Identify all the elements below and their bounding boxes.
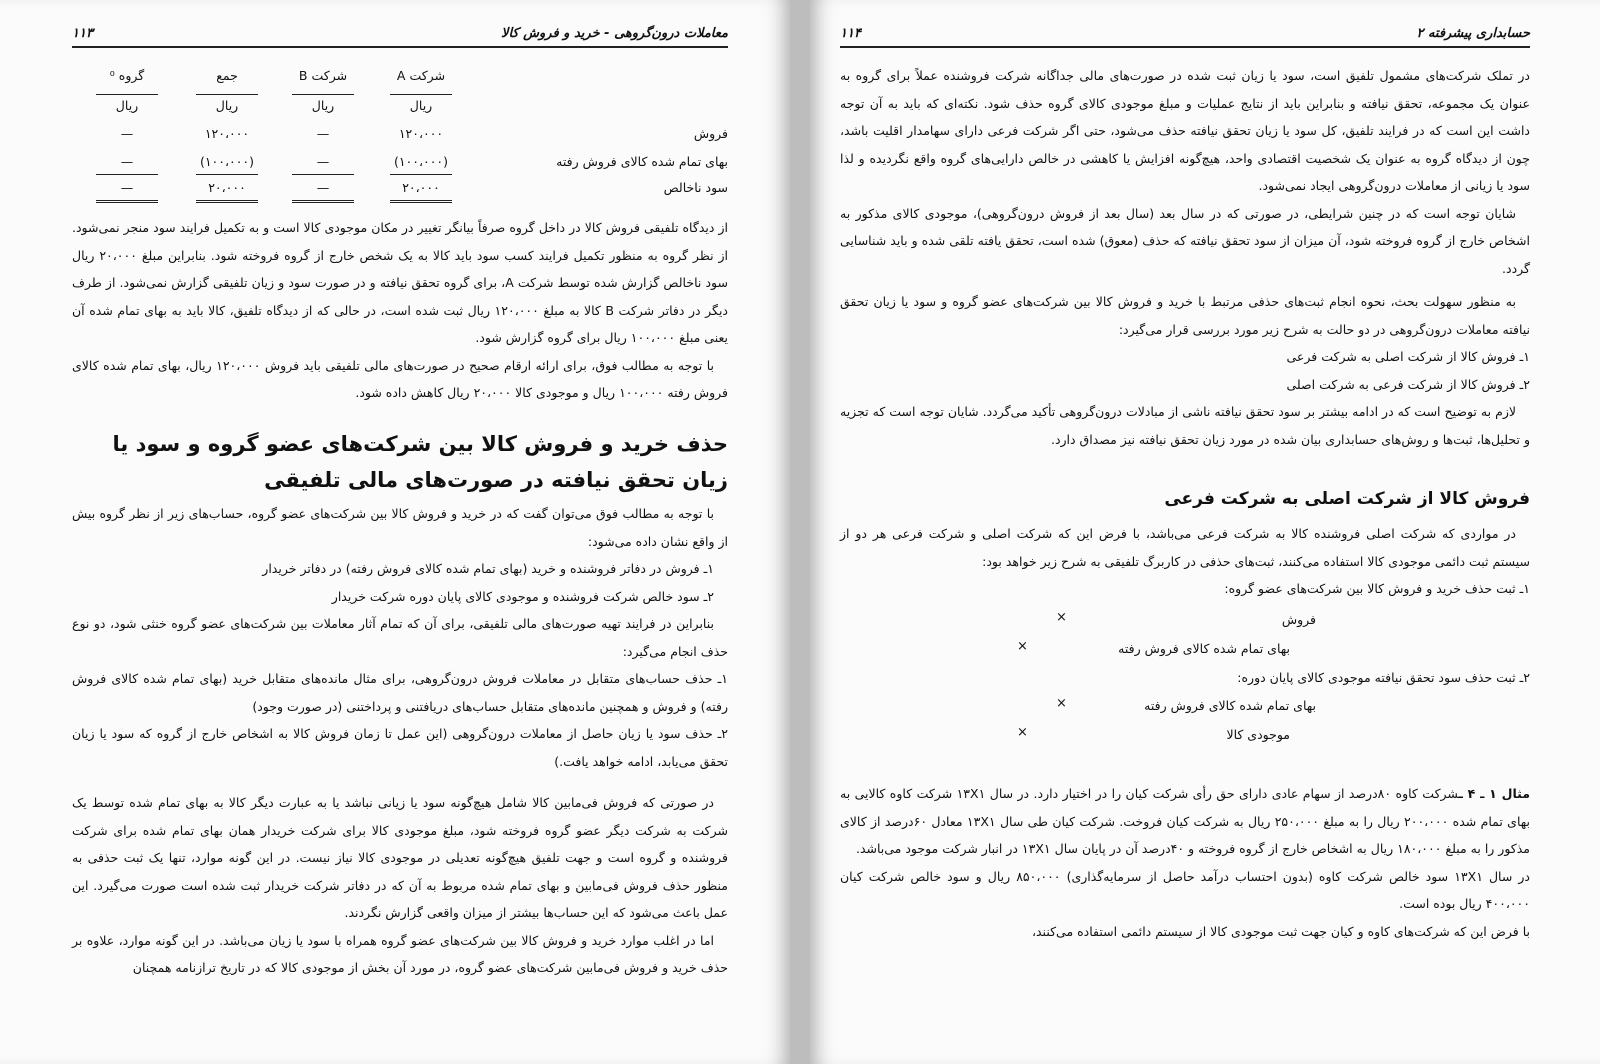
- table-col-header: شرکت A: [396, 68, 446, 83]
- list-item: ۱ـ فروش در دفاتر فروشنده و خرید (بهای تمام شده کالای فروش رفته) در دفاتر خریدار: [262, 561, 714, 576]
- right-page: [810, 0, 1600, 1064]
- example-text: شرکت کاوه ۸۰درصد از سهام عادی دارای حق رأی شرکت کیان را در اختیار دارد. در سال ۱۳X۱ شرکت کاوه کالایی به بهای تمام شده ۲۰۰،۰۰۰ ریال را به مبلغ ۲۵۰،۰۰۰ ریال به شرکت کیان فروخت. شرکت کیان طی سال ۱۳X۱ معادل ۶۰درصد از کالای مذکور را به مبلغ ۱۸۰،۰۰۰ ریال به اشخاص خارج از گروه فروخته و ۴۰درصد آن در پایان سال ۱۳X۱ در انبار شرکت موجود می‌باشد.: [840, 786, 1530, 856]
- journal-credit-account: موجودی کالا: [1226, 727, 1290, 742]
- left-section-heading: [60, 426, 728, 498]
- table-unit: ریال: [115, 98, 139, 113]
- table-cell: —: [316, 126, 330, 141]
- book-gutter: [790, 0, 810, 1064]
- right-entry2: [840, 664, 1530, 692]
- table-rule: [390, 94, 452, 95]
- journal-entry-title: ۲ـ ثبت حذف سود تحقق نیافته موجودی کالای پایان دوره:: [1237, 670, 1530, 685]
- right-page-number: ۱۱۴: [840, 26, 861, 41]
- paragraph: با توجه به مطالب فوق، برای ارائه ارقام صحیح در صورت‌های مالی تلفیقی باید فروش ۱۲۰،۰۰۰ ریال، بهای تمام شده کالای فروش رفته ۱۰۰،۰۰۰ ریال و موجودی کالا ۲۰،۰۰۰ ریال کاهش داده شود.: [72, 357, 728, 400]
- table-cell: ۱۲۰،۰۰۰: [398, 126, 444, 141]
- paragraph: با توجه به مطالب فوق می‌توان گفت که در خرید و فروش کالا بین شرکت‌های عضو گروه، حساب‌های زیر از نظر گروه بیش از واقع نشان داده می‌شود:: [72, 506, 728, 549]
- table-col-header: گروه ⁰: [109, 68, 145, 83]
- left-page-number: ۱۱۳: [72, 26, 93, 41]
- right-header-title: حسابداری پیشرفته ۲: [1416, 26, 1530, 41]
- left-body-top: [72, 214, 728, 407]
- paragraph: در صورتی که فروش فی‌مابین کالا شامل هیچ‌گونه سود یا زیانی نباشد یا به عبارت دیگر کالا به بهای تمام شده توسط یک شرکت به شرکت دیگر عضو گروه فروخته شود، مبلغ موجودی کالا برای شرکت خریدار همان بهای تمام شده برای شرکت فروشنده و گروه است و جهت تلفیق هیچ‌گونه تعدیلی در موجودی کالا نیاز نیست. در این گونه موارد، تنها یک ثبت حذفی به منظور حذف فروش فی‌مابین و بهای تمام شده مربوط به آن که در دفاتر شرکت خریدار ثبت شده است صورت می‌گیرد. این عمل باعث می‌شود که این حساب‌ها بیشتر از میزان واقعی گزارش نگردند.: [72, 795, 728, 920]
- table-cell: (۱۰۰،۰۰۰): [393, 154, 449, 169]
- table-unit: ریال: [409, 98, 433, 113]
- table-rule: [96, 174, 158, 175]
- example-label: مثال ۱ ـ ۴ ـ: [1458, 786, 1530, 801]
- journal-entry-title: ۱ـ ثبت حذف خرید و فروش کالا بین شرکت‌های عضو گروه:: [1224, 581, 1530, 596]
- list-item: ۲ـ حذف سود یا زیان حاصل از معاملات درون‌گروهی (این عمل تا زمان فروش کالا به اشخاص خارج از گروه که سود یا زیان تحقق می‌یابد، ادامه خواهد یافت.): [72, 726, 728, 769]
- journal-debit-account: فروش: [1281, 612, 1316, 627]
- table-rule: [390, 174, 452, 175]
- credit-mark: ×: [1017, 725, 1028, 740]
- paragraph: شایان توجه است که در چنین شرایطی، در صورتی که در سال بعد (سال بعد از فروش درون‌گروهی)، موجودی کالای مذکور به اشخاص خارج از گروه فروخته شود، آن میزان از سود تحقق نیافته که حذف (معوق) شده است، تحقق یافته تلقی شده و باید شناسایی گردد.: [840, 205, 1530, 276]
- table-unit: ریال: [215, 98, 239, 113]
- table-cell: ۱۲۰،۰۰۰: [204, 126, 250, 141]
- table-cell: —: [120, 180, 134, 195]
- list-item: ۲ـ سود خالص شرکت فروشنده و موجودی کالای پایان دوره شرکت خریدار: [331, 588, 714, 604]
- table-row-label: بهای تمام شده کالای فروش رفته: [556, 154, 728, 169]
- section-heading: حذف خرید و فروش کالا بین شرکت‌های عضو گروه و سود یا زیان تحقق نیافته در صورت‌های مالی تلفیقی: [112, 432, 728, 492]
- right-body-bottom: [840, 780, 1530, 945]
- list-item: ۲ـ فروش کالا از شرکت فرعی به شرکت اصلی: [1286, 376, 1530, 392]
- table-rule: [196, 174, 258, 175]
- right-section-heading: [840, 484, 1530, 514]
- table-cell: —: [316, 180, 330, 195]
- table-double-rule: [390, 200, 452, 203]
- left-body-bottom: [72, 500, 728, 982]
- right-body-mid: [840, 520, 1530, 603]
- table-cell: ۲۰،۰۰۰: [402, 180, 440, 195]
- paragraph: در سال ۱۳X۱ سود خالص شرکت کاوه (بدون احتساب درآمد حاصل از سرمایه‌گذاری) ۸۵۰،۰۰۰ ریال و سود خالص شرکت کیان ۴۰۰،۰۰۰ ریال بوده است.: [840, 868, 1530, 911]
- paragraph: بنابراین در فرایند تهیه صورت‌های مالی تلفیقی، برای آن که تمام آثار معاملات بین شرکت‌های عضو گروه خنثی شود، دو نوع حذف انجام می‌گیرد:: [72, 616, 728, 659]
- left-page-header: [72, 24, 728, 48]
- debit-mark: ×: [1056, 696, 1067, 711]
- table-rule: [292, 94, 354, 95]
- left-page: [0, 0, 790, 1064]
- table-row-label: سود ناخالص: [663, 180, 728, 195]
- right-body-top: [840, 62, 1530, 453]
- table-row-label: فروش: [693, 126, 728, 141]
- example-paragraph: [840, 780, 1530, 863]
- right-page-header: [840, 24, 1530, 48]
- table-double-rule: [196, 200, 258, 203]
- table-unit: ریال: [311, 98, 335, 113]
- table-cell: —: [316, 154, 330, 169]
- paragraph: لازم به توضیح است که در ادامه بیشتر بر سود تحقق نیافته ناشی از مبادلات درون‌گروهی تأکید می‌گردد. شایان توجه است که تجزیه و تحلیل‌ها، ثبت‌ها و روش‌های حسابداری بیان شده در مورد زیان تحقق نیافته نیز مصداق دارد.: [840, 404, 1530, 447]
- paragraph: اما در اغلب موارد خرید و فروش کالا بین شرکت‌های عضو گروه همراه با سود یا زیان می‌باشد. در این گونه موارد، علاوه بر حذف خرید و فروش فی‌مابین شرکت‌های عضو گروه، در مورد آن بخش از موجودی کالا که در تاریخ ترازنامه همچنان: [72, 932, 728, 975]
- debit-mark: ×: [1056, 610, 1067, 625]
- list-item: ۱ـ فروش کالا از شرکت اصلی به شرکت فرعی: [1286, 349, 1530, 364]
- table-col-header: جمع: [216, 68, 238, 83]
- table-rule: [196, 94, 258, 95]
- paragraph: با فرض این که شرکت‌های کاوه و کیان جهت ثبت موجودی کالا از سیستم دائمی استفاده می‌کنند،: [1031, 923, 1530, 939]
- paragraph: به منظور سهولت بحث، نحوه انجام ثبت‌های حذفی مرتبط با خرید و فروش کالا بین شرکت‌های عضو گروه و سود یا زیان تحقق نیافته معاملات درون‌گروهی در دو حالت به شرح زیر مورد بررسی قرار می‌گیرد:: [840, 294, 1530, 337]
- table-col-header: شرکت B: [298, 68, 348, 83]
- paragraph: از دیدگاه تلفیقی فروش کالا در داخل گروه صرفاً بیانگر تغییر در مکان موجودی کالا است و به تکمیل فرایند سود منجر نمی‌شود. از نظر گروه به منظور تکمیل فرایند کسب سود باید کالا به یک شخص خارج از گروه فروخته شود. بنابراین مبلغ ۲۰،۰۰۰ ریال سود ناخالص گزارش شده توسط شرکت A، برای گروه تحقق نیافته و در صورت سود و زیان تلفیقی گزارش نمی‌شود. از طرف دیگر در دفاتر شرکت B کالا به مبلغ ۱۲۰،۰۰۰ ریال ثبت شده است، در حالی که از دیدگاه تلفیق، کالا باید به بهای تمام شده آن یعنی مبلغ ۱۰۰،۰۰۰ ریال برای گروه گزارش شود.: [72, 220, 728, 345]
- journal-debit-account: بهای تمام شده کالای فروش رفته: [1144, 698, 1316, 713]
- list-item: ۱ـ حذف حساب‌های متقابل در معاملات فروش درون‌گروهی، برای مثال مانده‌های متقابل خرید (بهای تمام شده کالای فروش رفته) و فروش و همچنین مانده‌های متقابل حساب‌های دریافتنی و پرداختنی (در صورت وجود): [72, 671, 728, 714]
- table-cell: —: [120, 154, 134, 169]
- journal-credit-account: بهای تمام شده کالای فروش رفته: [1118, 641, 1290, 656]
- credit-mark: ×: [1017, 639, 1028, 654]
- table-cell: ۲۰،۰۰۰: [208, 180, 246, 195]
- paragraph: در تملک شرکت‌های مشمول تلفیق است، سود یا زیان ثبت شده در صورت‌های مالی جداگانه شرکت فروشنده عملاً برای گروه به عنوان یک مجموعه، تحقق نیافته و بنابراین باید از نتایج عملیات و مبلغ موجودی کالای گروه حذف شود. نکته‌ای که باید به آن توجه داشت این است که در فرایند تلفیق، کل سود یا زیان تحقق نیافته حذف می‌شود، حتی اگر شرکت فرعی دارای سهامدار اقلیت باشد، چون از دیدگاه گروه به عنوان یک شخصیت اقتصادی واحد، هیچ‌گونه افزایش یا کاهشی در خالص دارایی‌های گروه واقع نگردیده و لذا سود یا زیانی از معاملات درون‌گروهی ایجاد نمی‌شود.: [840, 68, 1530, 193]
- section-heading: فروش کالا از شرکت اصلی به شرکت فرعی: [1164, 489, 1530, 509]
- table-cell: (۱۰۰،۰۰۰): [199, 154, 255, 169]
- table-rule: [96, 94, 158, 95]
- left-header-title: معاملات درون‌گروهی - خرید و فروش کالا: [501, 26, 728, 41]
- paragraph: در مواردی که شرکت اصلی فروشنده کالا به شرکت فرعی می‌باشد، با فرض این که شرکت اصلی و شرکت فرعی هر دو از سیستم ثبت دائمی موجودی کالا استفاده می‌کنند، ثبت‌های حذفی در کاربرگ تلفیقی به شرح زیر خواهد بود:: [840, 526, 1530, 569]
- table-rule: [292, 174, 354, 175]
- table-double-rule: [292, 200, 354, 203]
- table-double-rule: [96, 200, 158, 203]
- table-cell: —: [120, 126, 134, 141]
- consolidation-table: [72, 62, 728, 210]
